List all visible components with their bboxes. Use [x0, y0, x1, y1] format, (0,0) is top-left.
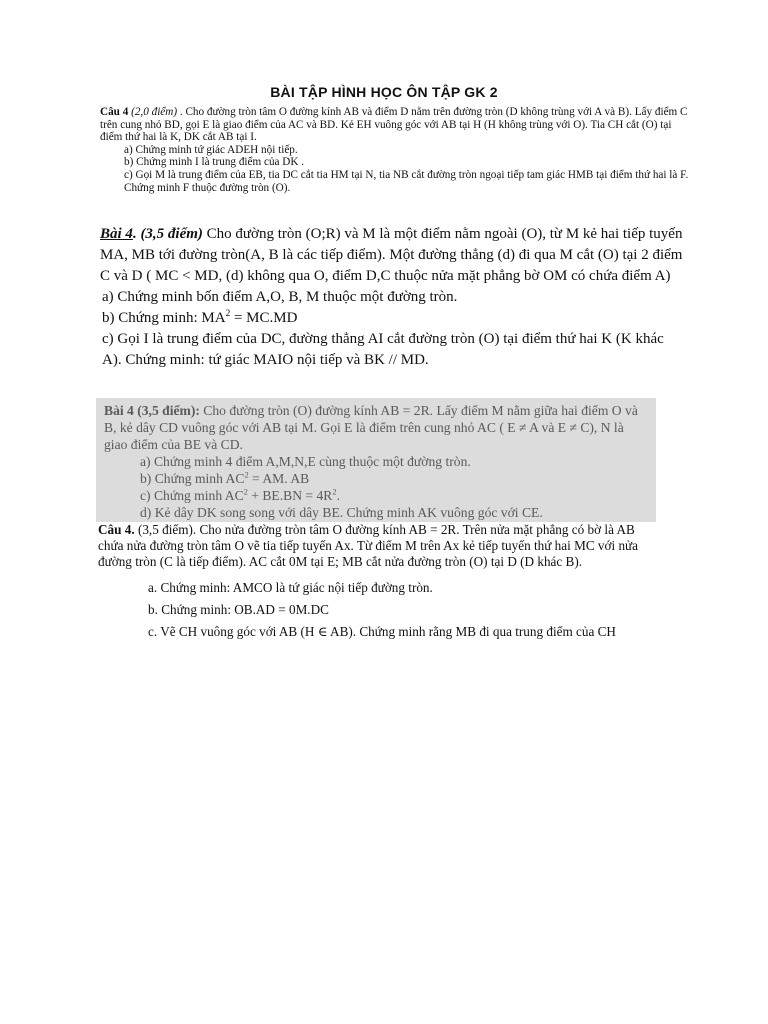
exercise-4-intro [98, 522, 658, 571]
exercise-3-part-c-suffix: . [336, 488, 340, 503]
exercise-2-part-c: c) Gọi I là trung điểm của DC, đường thẳng AI cắt đường tròn (O) tại điểm thứ hai K (K khác A). Chứng minh: tứ giác MAIO nội tiếp và BK // MD. [102, 331, 664, 368]
exercise-1-part-c: c) Gọi M là trung điểm của EB, tia DC cắt tia HM tại N, tia NB cắt đường tròn ngoại tiếp tam giác HMB tại điểm thứ hai là F. Chứng minh F thuộc đường tròn (O). [124, 168, 689, 194]
exercise-4-part-a: a. Chứng minh: AMCO là tứ giác nội tiếp đường tròn. [148, 579, 433, 595]
exercise-3-part-c [104, 487, 650, 504]
exercise-3-part-c-mid: + BE.BN = 4R [247, 488, 333, 503]
exercise-1-label: Câu 4 [100, 106, 129, 118]
exercise-2-intro [100, 224, 684, 287]
exercise-4-part-c: c. Vẽ CH vuông góc với AB (H ∈ AB). Chứng minh rằng MB đi qua trung điểm của CH [148, 623, 616, 639]
exercise-3-part-a: a) Chứng minh 4 điểm A,M,N,E cùng thuộc một đường tròn. [140, 454, 471, 469]
exercise-2-score: . (3,5 điểm) [132, 226, 203, 242]
exercise-1-part-a: a) Chứng minh tứ giác ADEH nội tiếp. [124, 143, 298, 156]
exercise-3-intro [104, 402, 650, 453]
exercise-3-label: Bài 4 (3,5 điểm): [104, 403, 200, 418]
exercise-block-1 [100, 106, 696, 194]
exercise-4-text: (3,5 điểm). Cho nửa đường tròn tâm O đường kính AB = 2R. Trên nửa mặt phẳng có bờ là AB chứa nửa đường tròn tâm O vẽ tia tiếp tuyến Ax. Từ điểm M trên Ax kẻ tiếp tuyến thứ hai MC với nửa đường tròn (C là tiếp điểm). AC cắt 0M tại E; MB cắt nửa đường tròn (O) tại D (D khác B). [98, 522, 639, 570]
exercise-3-part-b-suffix: = AM. AB [248, 471, 310, 486]
exercise-block-2 [100, 224, 684, 371]
exercise-3-part-b [104, 470, 650, 487]
exercise-3-part-c-prefix: c) Chứng minh AC [140, 488, 244, 503]
exercise-3-text: Cho đường tròn (O) đường kính AB = 2R. Lấy điểm M nằm giữa hai điểm O và B, kẻ dây CD vuông góc với AB tại M. Gọi E là điểm trên cung nhỏ AC ( E ≠ A và E ≠ C), N là giao điểm của BE và CD. [104, 403, 638, 452]
exercise-2-part-b-prefix: b) Chứng minh: MA [102, 310, 226, 326]
exercise-2-part-b-exponent: 2 [225, 309, 231, 319]
exercise-block-3 [96, 398, 656, 522]
exercise-3-part-c-exponent: 2 [243, 486, 248, 497]
exercise-2-part-b-suffix: = MC.MD [230, 310, 298, 326]
exercise-2-part-b [100, 308, 684, 329]
exercise-1-text: . Cho đường tròn tâm O đường kính AB và điểm D nằm trên đường tròn (D không trùng với A và B). Lấy điểm C trên cung nhỏ BD, gọi E là giao điểm của AC và BD. Kẻ EH vuông góc với AB tại H (H không trùng với O). Tia CH cắt (O) tại điểm thứ hai là K, DK cắt AB tại I. [100, 106, 688, 144]
exercise-block-4 [98, 522, 658, 643]
page-title: BÀI TẬP HÌNH HỌC ÔN TẬP GK 2 [270, 84, 498, 100]
exercise-1-part-b: b) Chứng minh I là trung điểm của DK . [124, 156, 305, 169]
exercise-2-text: Cho đường tròn (O;R) và M là một điểm nằm ngoài (O), từ M kẻ hai tiếp tuyến MA, MB tới đường tròn(A, B là các tiếp điểm). Một đường thẳng (d) đi qua M cắt (O) tại 2 điểm C và D ( MC < MD, (d) không qua O, điểm D,C thuộc nửa mặt phẳng bờ OM có chứa điểm A) [100, 226, 683, 284]
exercise-2-label: Bài 4 [100, 226, 133, 242]
exercise-3-part-c-exponent-2: 2 [332, 486, 337, 497]
exercise-1-score: (2,0 điểm) [131, 106, 178, 118]
exercise-4-label: Câu 4. [98, 522, 135, 537]
exercise-2-part-a: a) Chứng minh bốn điểm A,O, B, M thuộc một đường tròn. [102, 289, 458, 305]
exercise-3-part-d: d) Kẻ dây DK song song với dây BE. Chứng minh AK vuông góc với CE. [140, 505, 543, 520]
exercise-1-intro [100, 106, 696, 144]
exercise-3-part-b-exponent: 2 [244, 469, 249, 480]
exercise-4-part-b: b. Chứng minh: OB.AD = 0M.DC [148, 601, 329, 617]
exercise-3-part-b-prefix: b) Chứng minh AC [140, 471, 245, 486]
